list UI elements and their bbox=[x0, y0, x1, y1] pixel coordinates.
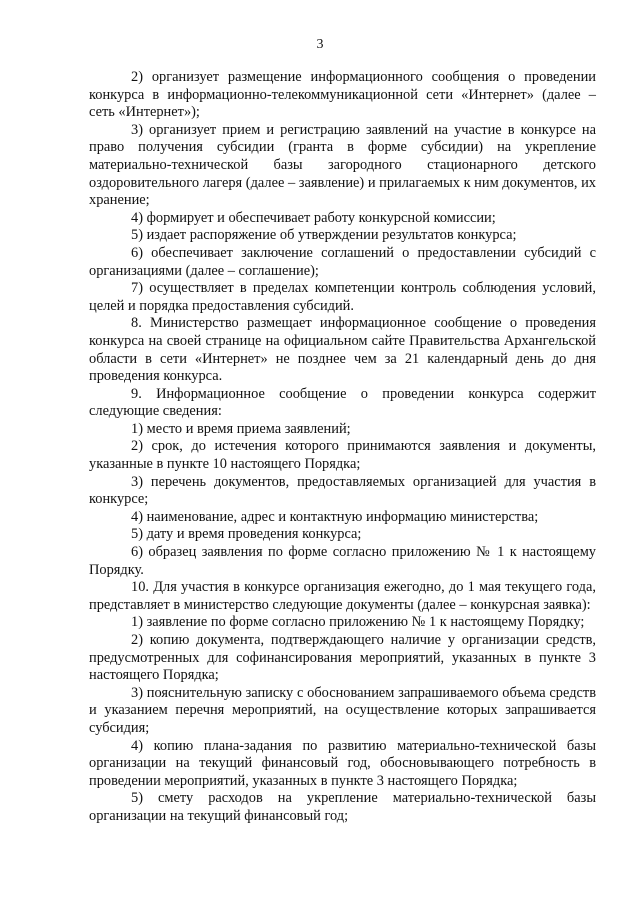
paragraph-clause-10-item-2: 2) копию документа, подтверждающего наличие у организации средств, предусмотренных для софинансирования мероприятий, указанных в пункте 3 настоящего Порядка; bbox=[89, 632, 596, 684]
document-body bbox=[89, 69, 596, 826]
paragraph-clause-9-item-5: 5) дату и время проведения конкурса; bbox=[131, 526, 362, 543]
paragraph-clause-9-item-4: 4) наименование, адрес и контактную информацию министерства; bbox=[131, 508, 539, 525]
paragraph-clause-9: 9. Информационное сообщение о проведении конкурса содержит следующие сведения: bbox=[89, 385, 596, 420]
paragraph-item-7-control: 7) осуществляет в пределах компетенции контроль соблюдения условий, целей и порядка предоставления субсидий. bbox=[89, 280, 596, 314]
paragraph-item-6-agreements: 6) обеспечивает заключение соглашений о предоставлении субсидий с организациями (далее – соглашение); bbox=[89, 244, 596, 279]
paragraph-item-2-publication: 2) организует размещение информационного сообщения о проведении конкурса в информационно-телекоммуникационной сети «Интернет» (далее – сеть «Интернет»); bbox=[89, 69, 596, 121]
paragraph-item-5-order: 5) издает распоряжение об утверждении результатов конкурса; bbox=[131, 227, 517, 244]
paragraph-item-4-commission: 4) формирует и обеспечивает работу конкурсной комиссии; bbox=[131, 209, 496, 226]
paragraph-clause-9-item-1: 1) место и время приема заявлений; bbox=[131, 420, 351, 437]
paragraph-clause-9-item-6: 6) образец заявления по форме согласно приложению № 1 к настоящему Порядку. bbox=[89, 544, 596, 578]
page-number: 3 bbox=[316, 37, 324, 52]
paragraph-item-3-registration: 3) организует прием и регистрацию заявлений на участие в конкурсе на право получения субсидии (гранта в форме субсидии) на укрепление материально-технической базы загородного стационарного детского оздоровительного лагеря (далее – заявление) и прилагаемых к ним документов, их хранение; bbox=[89, 121, 596, 209]
paragraph-clause-10: 10. Для участия в конкурсе организация ежегодно, до 1 мая текущего года, представляет в министерство следующие документы (далее – конкурсная заявка): bbox=[89, 579, 596, 613]
paragraph-clause-10-item-5: 5) смету расходов на укрепление материально-технической базы организации на текущий финансовый год; bbox=[89, 790, 596, 824]
paragraph-clause-8: 8. Министерство размещает информационное сообщение о проведения конкурса на своей странице на официальном сайте Правительства Архангельской области в сети «Интернет» не позднее чем за 21 календарный день до дня проведения конкурса. bbox=[89, 315, 596, 385]
paragraph-clause-10-item-1: 1) заявление по форме согласно приложению № 1 к настоящему Порядку; bbox=[131, 614, 585, 631]
paragraph-clause-10-item-4: 4) копию плана-задания по развитию материально-технической базы организации на текущий финансовый год, обосновывающего потребность в проведении мероприятий, указанных в пункте 3 настоящего Порядка; bbox=[89, 737, 596, 789]
paragraph-clause-9-item-3: 3) перечень документов, предоставляемых организацией для участия в конкурсе; bbox=[89, 473, 596, 508]
paragraph-clause-9-item-2: 2) срок, до истечения которого принимаются заявления и документы, указанные в пункте 10 настоящего Порядка; bbox=[89, 438, 596, 473]
paragraph-clause-10-item-3: 3) пояснительную записку с обоснованием запрашиваемого объема средств и указанием перечня мероприятий, на осуществление которых запрашивается субсидия; bbox=[89, 684, 596, 736]
